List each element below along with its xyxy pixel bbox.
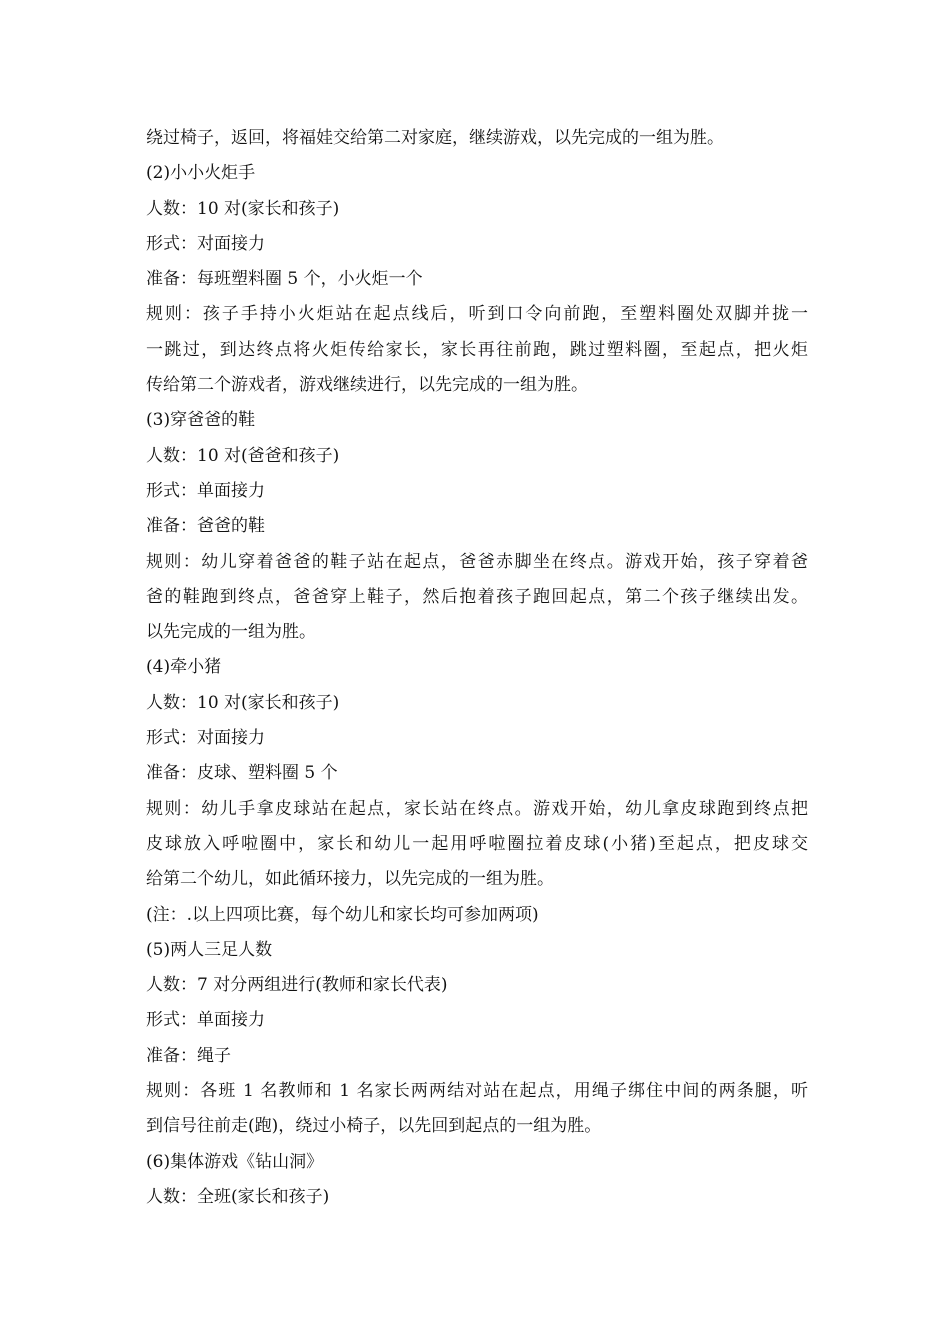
text-line: (3)穿爸爸的鞋: [146, 410, 256, 431]
text-line: 规则：孩子手持小火炬站在起点线后，听到口令向前跑，至塑料圈处双脚并拢一: [146, 304, 808, 325]
text-line: 人数：7 对分两组进行(教师和家长代表): [146, 975, 448, 996]
text-line: 形式：单面接力: [146, 1010, 265, 1031]
document-body: [146, 121, 808, 1215]
text-line: 规则：各班 1 名教师和 1 名家长两两结对站在起点，用绳子绑住中间的两条腿，听: [146, 1081, 808, 1102]
text-line: 人数：10 对(家长和孩子): [146, 198, 340, 219]
text-line: (5)两人三足人数: [146, 939, 273, 960]
text-line: 规则：幼儿手拿皮球站在起点，家长站在终点。游戏开始，幼儿拿皮球跑到终点把: [146, 798, 808, 819]
text-line: 准备：爸爸的鞋: [146, 516, 265, 537]
text-line: 准备：皮球、塑料圈 5 个: [146, 763, 338, 784]
text-line: 以先完成的一组为胜。: [146, 622, 316, 643]
text-line: 形式：单面接力: [146, 480, 265, 501]
text-line: 人数：10 对(家长和孩子): [146, 692, 340, 713]
text-line: 到信号往前走(跑)，绕过小椅子，以先回到起点的一组为胜。: [146, 1116, 602, 1137]
text-line: 人数：全班(家长和孩子): [146, 1186, 330, 1207]
text-line: 给第二个幼儿，如此循环接力，以先完成的一组为胜。: [146, 869, 554, 890]
text-line: 形式：对面接力: [146, 728, 265, 749]
text-line: 形式：对面接力: [146, 233, 265, 254]
text-line: 规则：幼儿穿着爸爸的鞋子站在起点，爸爸赤脚坐在终点。游戏开始，孩子穿着爸: [146, 551, 808, 572]
text-line: 准备：绳子: [146, 1045, 231, 1066]
text-line: (2)小小火炬手: [146, 163, 256, 184]
text-line: 人数：10 对(爸爸和孩子): [146, 445, 340, 466]
text-line: 准备：每班塑料圈 5 个，小火炬一个: [146, 269, 423, 290]
text-line: (4)牵小猪: [146, 657, 222, 678]
text-line: (注：.以上四项比赛，每个幼儿和家长均可参加两项): [146, 904, 539, 925]
text-line: (6)集体游戏《钻山洞》: [146, 1151, 324, 1172]
text-line: 绕过椅子，返回，将福娃交给第二对家庭，继续游戏，以先完成的一组为胜。: [146, 128, 724, 148]
text-line: 爸的鞋跑到终点，爸爸穿上鞋子，然后抱着孩子跑回起点，第二个孩子继续出发。: [146, 586, 808, 607]
text-line: 皮球放入呼啦圈中，家长和幼儿一起用呼啦圈拉着皮球(小猪)至起点，把皮球交: [146, 833, 808, 854]
text-line: 一跳过，到达终点将火炬传给家长，家长再往前跑，跳过塑料圈，至起点，把火炬: [146, 339, 808, 360]
text-line: 传给第二个游戏者，游戏继续进行，以先完成的一组为胜。: [146, 375, 588, 396]
